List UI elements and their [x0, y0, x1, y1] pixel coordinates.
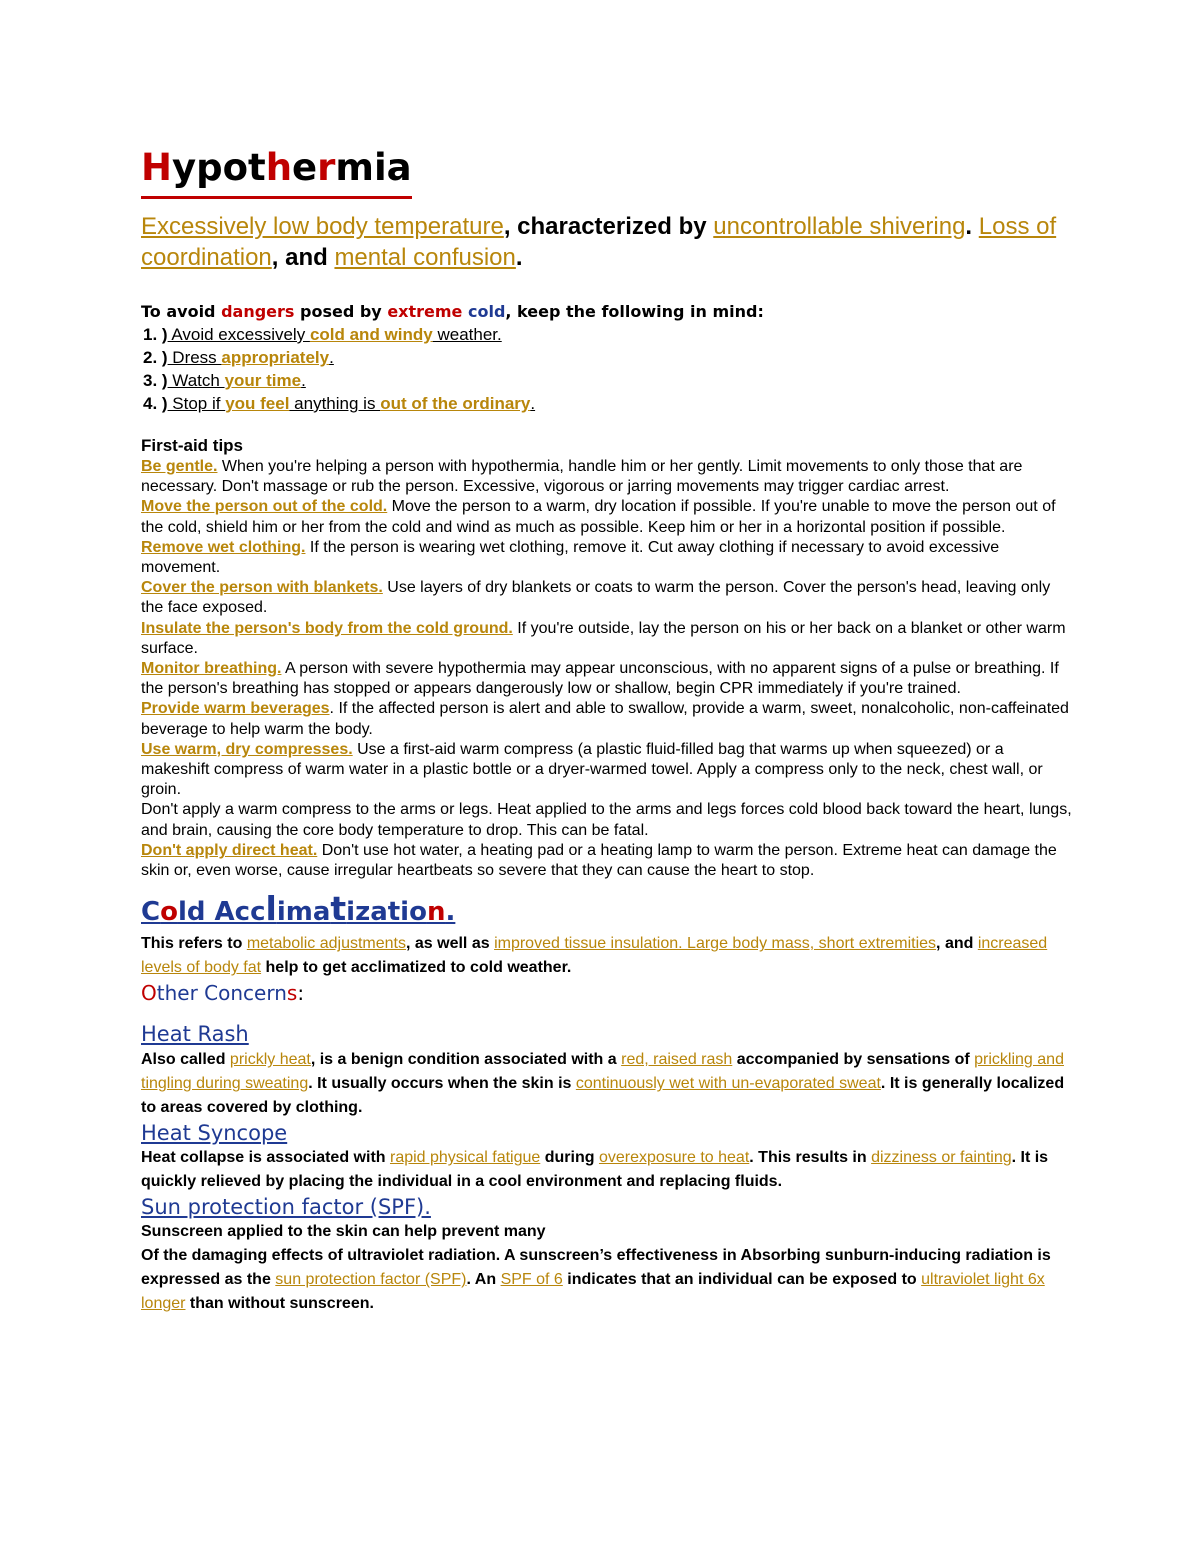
highlight-link[interactable]: metabolic adjustments: [246, 935, 406, 953]
avoid-list: [141, 323, 1076, 415]
first-aid-tips: [141, 457, 1076, 881]
tip-label-link[interactable]: Monitor breathing.: [141, 660, 282, 678]
tip-paragraph: Move the person out of the cold. Move the person to a warm, dry location if possible. If you're unable to move the person out of the cold, shield him or her from the cold and wind as much as possible. Keep him or her in a horizontal position if possible.: [141, 498, 1056, 536]
heat-rash-heading: Heat Rash: [141, 1022, 249, 1047]
tip-label-link[interactable]: Don't apply direct heat.: [141, 841, 318, 859]
highlight-link[interactable]: Excessively low body temperature: [141, 213, 504, 240]
tip-paragraph: Be gentle. When you're helping a person with hypothermia, handle him or her gently. Limit movements to only those that are necessary. Don't massage or rub the person. Excessive, vigorous or jarring movements may trigger cardiac arrest.: [141, 458, 1023, 496]
highlight-link[interactable]: out of the ordinary: [380, 394, 531, 413]
acclimatization-heading: Cold Acclimatization.: [141, 889, 456, 929]
highlight-link[interactable]: mental confusion: [334, 244, 516, 271]
highlight-link[interactable]: rapid physical fatigue: [389, 1149, 541, 1167]
tip-paragraph: Provide warm beverages. If the affected person is alert and able to swallow, provide a warm, sweet, nonalcoholic, non-caffeinated beverage to help warm the body.: [141, 700, 1069, 738]
tip-paragraph: Insulate the person's body from the cold ground. If you're outside, lay the person on his or her back on a blanket or other warm surface.: [141, 619, 1066, 657]
spf-heading: Sun protection factor (SPF).: [141, 1195, 431, 1220]
heat-syncope-heading: Heat Syncope: [141, 1121, 288, 1146]
highlight-link[interactable]: appropriately: [221, 348, 330, 367]
document-page: [141, 140, 1076, 1316]
acclimatization-paragraph: This refers to metabolic adjustments, as well as improved tissue insulation. Large body mass, short extremities, and increased levels of body fat help to get acclimatized to cold weather.: [141, 935, 1048, 977]
highlight-link[interactable]: you feel: [225, 394, 290, 413]
tip-label-link[interactable]: Be gentle.: [141, 458, 218, 475]
other-concerns-heading: Other Concerns:: [141, 981, 305, 1006]
highlight-link[interactable]: dizziness or fainting: [871, 1149, 1012, 1167]
tip-paragraph: Don't apply a warm compress to the arms or legs. Heat applied to the arms and legs forces cold blood back toward the heart, lungs, and brain, causing the core body temperature to drop. This can be fatal.: [141, 801, 1072, 839]
highlight-link[interactable]: improved tissue insulation. Large body mass, short extremities: [494, 935, 937, 953]
spf-paragraph: Of the damaging effects of ultraviolet radiation. A sunscreen’s effectiveness in Absorbing sunburn-inducing radiation is expressed as the sun protection factor (SPF). An SPF of 6 indicates that an individual can be exposed to ultraviolet light 6x longer than without sunscreen.: [141, 1247, 1051, 1313]
highlight-link[interactable]: continuously wet with un-evaporated sweat: [575, 1075, 881, 1093]
avoid-intro: To avoid dangers posed by extreme cold, keep the following in mind:: [141, 302, 764, 321]
page-title: Hypothermia: [141, 140, 412, 199]
heat-rash-paragraph: Also called prickly heat, is a benign condition associated with a red, raised rash accompanied by sensations of prickling and tingling during sweating. It usually occurs when the skin is continuously wet with un-evaporated sweat. It is generally localized to areas covered by clothing.: [141, 1051, 1065, 1117]
tip-label-link[interactable]: Insulate the person's body from the cold ground.: [141, 619, 513, 637]
highlight-link[interactable]: increased levels of body fat: [141, 935, 1048, 977]
highlight-link[interactable]: cold and windy: [309, 325, 433, 344]
tip-label-link[interactable]: Provide warm beverages: [141, 700, 330, 718]
list-item: 1. ) Avoid excessively cold and windy weather.: [143, 325, 502, 344]
tip-paragraph: Remove wet clothing. If the person is wearing wet clothing, remove it. Cut away clothing if necessary to avoid excessive movement.: [141, 538, 1000, 577]
highlight-link[interactable]: sun protection factor (SPF): [275, 1271, 467, 1289]
list-item: 2. ) Dress appropriately.: [143, 348, 334, 367]
tip-label-link[interactable]: Cover the person with blankets.: [141, 579, 383, 597]
definition-paragraph: Excessively low body temperature, characterized by uncontrollable shivering. Loss of coordination, and mental confusion.: [141, 213, 1057, 271]
highlight-link[interactable]: SPF of 6: [500, 1271, 563, 1289]
first-aid-heading: First-aid tips: [141, 436, 244, 455]
tip-label-link[interactable]: Move the person out of the cold.: [141, 498, 388, 516]
highlight-link[interactable]: overexposure to heat: [598, 1149, 750, 1167]
list-item: 3. ) Watch your time.: [143, 371, 306, 390]
highlight-link[interactable]: prickling and tingling during sweating: [141, 1051, 1064, 1093]
tip-paragraph: Monitor breathing. A person with severe hypothermia may appear unconscious, with no apparent signs of a pulse or breathing. If the person's breathing has stopped or appears dangerously low or shallow, begin CPR immediately if you're trained.: [141, 660, 1059, 698]
tip-paragraph: Don't apply direct heat. Don't use hot water, a heating pad or a heating lamp to warm the person. Extreme heat can damage the skin or, even worse, cause irregular heartbeats so severe that they can cause the heart to stop.: [141, 841, 1057, 880]
highlight-link[interactable]: prickly heat: [229, 1051, 311, 1069]
tip-label-link[interactable]: Remove wet clothing.: [141, 538, 306, 556]
highlight-link[interactable]: red, raised rash: [621, 1051, 733, 1069]
spf-line: Sunscreen applied to the skin can help prevent many: [141, 1223, 546, 1241]
highlight-link[interactable]: uncontrollable shivering: [713, 213, 966, 240]
list-item: 4. ) Stop if you feel anything is out of the ordinary.: [143, 394, 536, 413]
highlight-link[interactable]: your time: [224, 371, 302, 390]
tip-paragraph: Cover the person with blankets. Use layers of dry blankets or coats to warm the person. Cover the person's head, leaving only the face exposed.: [141, 579, 1051, 617]
heat-syncope-paragraph: Heat collapse is associated with rapid physical fatigue during overexposure to heat. This results in dizziness or fainting. It is quickly relieved by placing the individual in a cool environment and replacing fluids.: [141, 1149, 1049, 1191]
tip-paragraph: Use warm, dry compresses. Use a first-aid warm compress (a plastic fluid-filled bag that warms up when squeezed) or a makeshift compress of warm water in a plastic bottle or a dryer-warmed towel. Apply a compress only to the neck, chest wall, or groin.: [141, 740, 1043, 799]
highlight-link[interactable]: Loss of coordination: [141, 213, 1057, 271]
tip-label-link[interactable]: Use warm, dry compresses.: [141, 740, 353, 758]
highlight-link[interactable]: ultraviolet light 6x longer: [141, 1271, 1045, 1313]
